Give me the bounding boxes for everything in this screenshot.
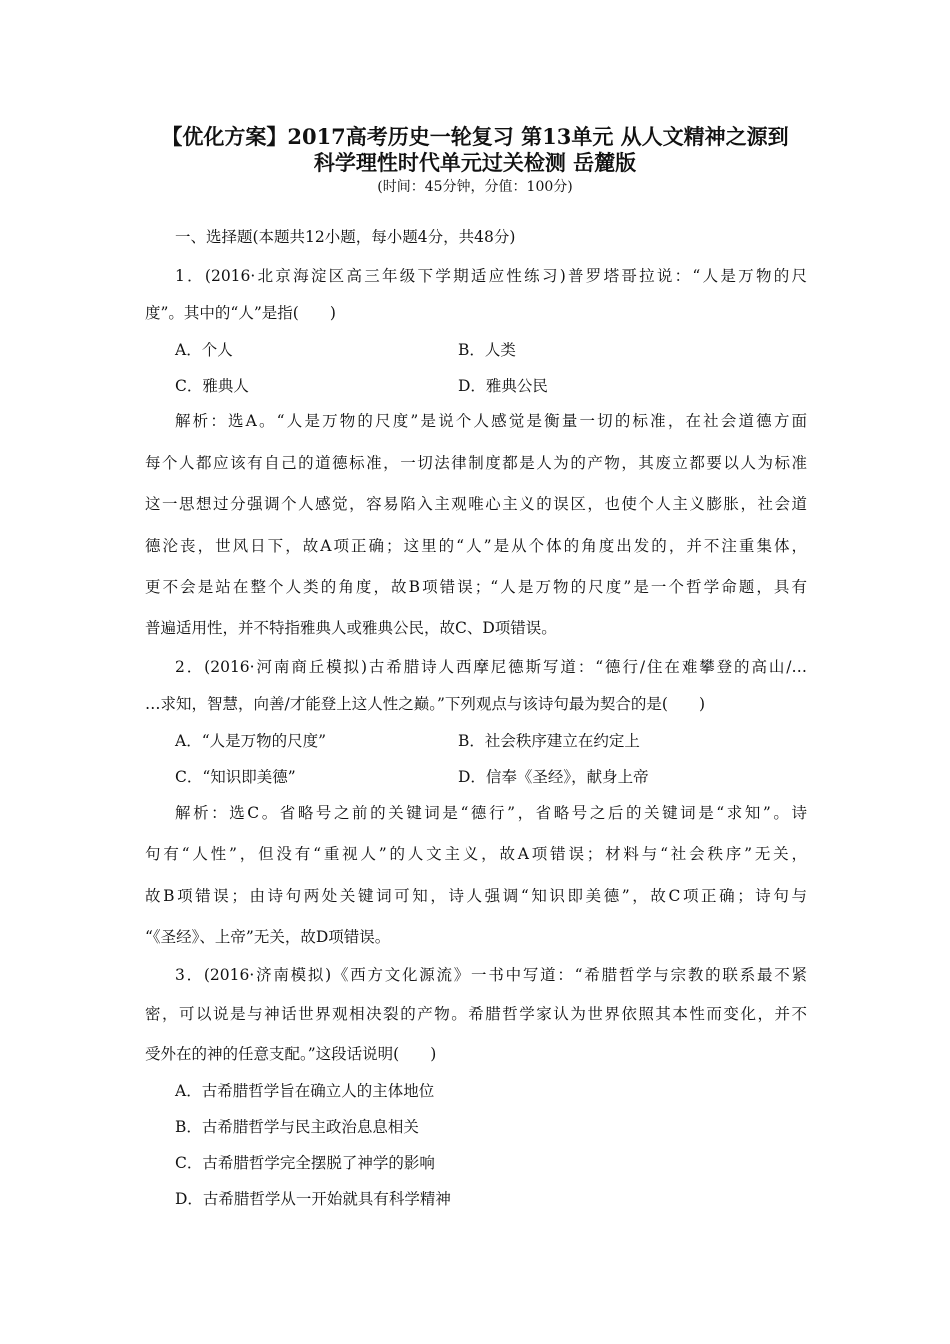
q3-option-a: A．古希腊哲学旨在确立人的主体地位 bbox=[175, 1082, 435, 1100]
q1-stem-line-2: 度”。其中的“人”是指( ) bbox=[145, 304, 336, 322]
q2-analysis-line-3: 故B项错误；由诗句两处关键词可知，诗人强调“知识即美德”，故C项正确；诗句与 bbox=[145, 887, 807, 905]
document-title-line-1: 【优化方案】2017高考历史一轮复习 第13单元 从人文精神之源到 bbox=[161, 124, 789, 149]
q2-option-a: A．“人是万物的尺度” bbox=[175, 732, 327, 750]
q1-analysis-line-2: 每个人都应该有自己的道德标准，一切法律制度都是人为的产物，其废立都要以人为标准 bbox=[145, 454, 807, 472]
q2-stem-line-2: …求知，智慧，向善/才能登上这人性之巅。”下列观点与该诗句最为契合的是( ) bbox=[145, 695, 705, 713]
q1-option-d: D．雅典公民 bbox=[458, 377, 548, 395]
q3-stem-line-1: 3．(2016·济南模拟)《西方文化源流》一书中写道：“希腊哲学与宗教的联系最不紧 bbox=[175, 966, 807, 984]
q1-analysis-line-4: 德沦丧，世风日下，故A项正确；这里的“人”是从个体的角度出发的，并不注重集体， bbox=[145, 537, 807, 555]
q2-option-c: C．“知识即美德” bbox=[175, 768, 296, 786]
q3-option-d: D．古希腊哲学从一开始就具有科学精神 bbox=[175, 1190, 451, 1208]
q2-option-b: B．社会秩序建立在约定上 bbox=[458, 732, 640, 750]
q3-stem-line-2: 密，可以说是与神话世界观相决裂的产物。希腊哲学家认为世界依照其本性而变化，并不 bbox=[145, 1005, 807, 1023]
q1-option-b: B．人类 bbox=[458, 341, 516, 359]
q3-option-c: C．古希腊哲学完全摆脱了神学的影响 bbox=[175, 1154, 435, 1172]
q2-analysis-line-1: 解析：选C。省略号之前的关键词是“德行”，省略号之后的关键词是“求知”。诗 bbox=[175, 804, 807, 822]
q2-analysis-line-4: “《圣经》、上帝”无关，故D项错误。 bbox=[145, 928, 391, 946]
q1-analysis-line-1: 解析：选A。“人是万物的尺度”是说个人感觉是衡量一切的标准，在社会道德方面 bbox=[175, 412, 807, 430]
q2-option-d: D．信奉《圣经》，献身上帝 bbox=[458, 768, 649, 786]
q2-stem-line-1: 2．(2016·河南商丘模拟)古希腊诗人西摩尼德斯写道：“德行/住在难攀登的高山/… bbox=[175, 658, 807, 676]
q1-analysis-line-5: 更不会是站在整个人类的角度，故B项错误；“人是万物的尺度”是一个哲学命题，具有 bbox=[145, 578, 807, 596]
q1-option-c: C．雅典人 bbox=[175, 377, 249, 395]
exam-time-score: (时间：45分钟，分值：100分) bbox=[377, 179, 573, 195]
q1-stem-line-1: 1．(2016·北京海淀区高三年级下学期适应性练习)普罗塔哥拉说：“人是万物的尺 bbox=[175, 267, 807, 285]
document-title-line-2: 科学理性时代单元过关检测 岳麓版 bbox=[313, 150, 637, 175]
q2-analysis-line-2: 句有“人性”，但没有“重视人”的人文主义，故A项错误；材料与“社会秩序”无关， bbox=[145, 845, 807, 863]
q1-analysis-line-3: 这一思想过分强调个人感觉，容易陷入主观唯心主义的误区，也使个人主义膨胀，社会道 bbox=[145, 495, 807, 513]
section-heading: 一、选择题(本题共12小题，每小题4分，共48分) bbox=[175, 228, 516, 246]
q3-option-b: B．古希腊哲学与民主政治息息相关 bbox=[175, 1118, 419, 1136]
q3-stem-line-3: 受外在的神的任意支配。”这段话说明( ) bbox=[145, 1045, 437, 1063]
q1-analysis-line-6: 普遍适用性，并不特指雅典人或雅典公民，故C、D项错误。 bbox=[145, 619, 557, 637]
q1-option-a: A．个人 bbox=[175, 341, 233, 359]
